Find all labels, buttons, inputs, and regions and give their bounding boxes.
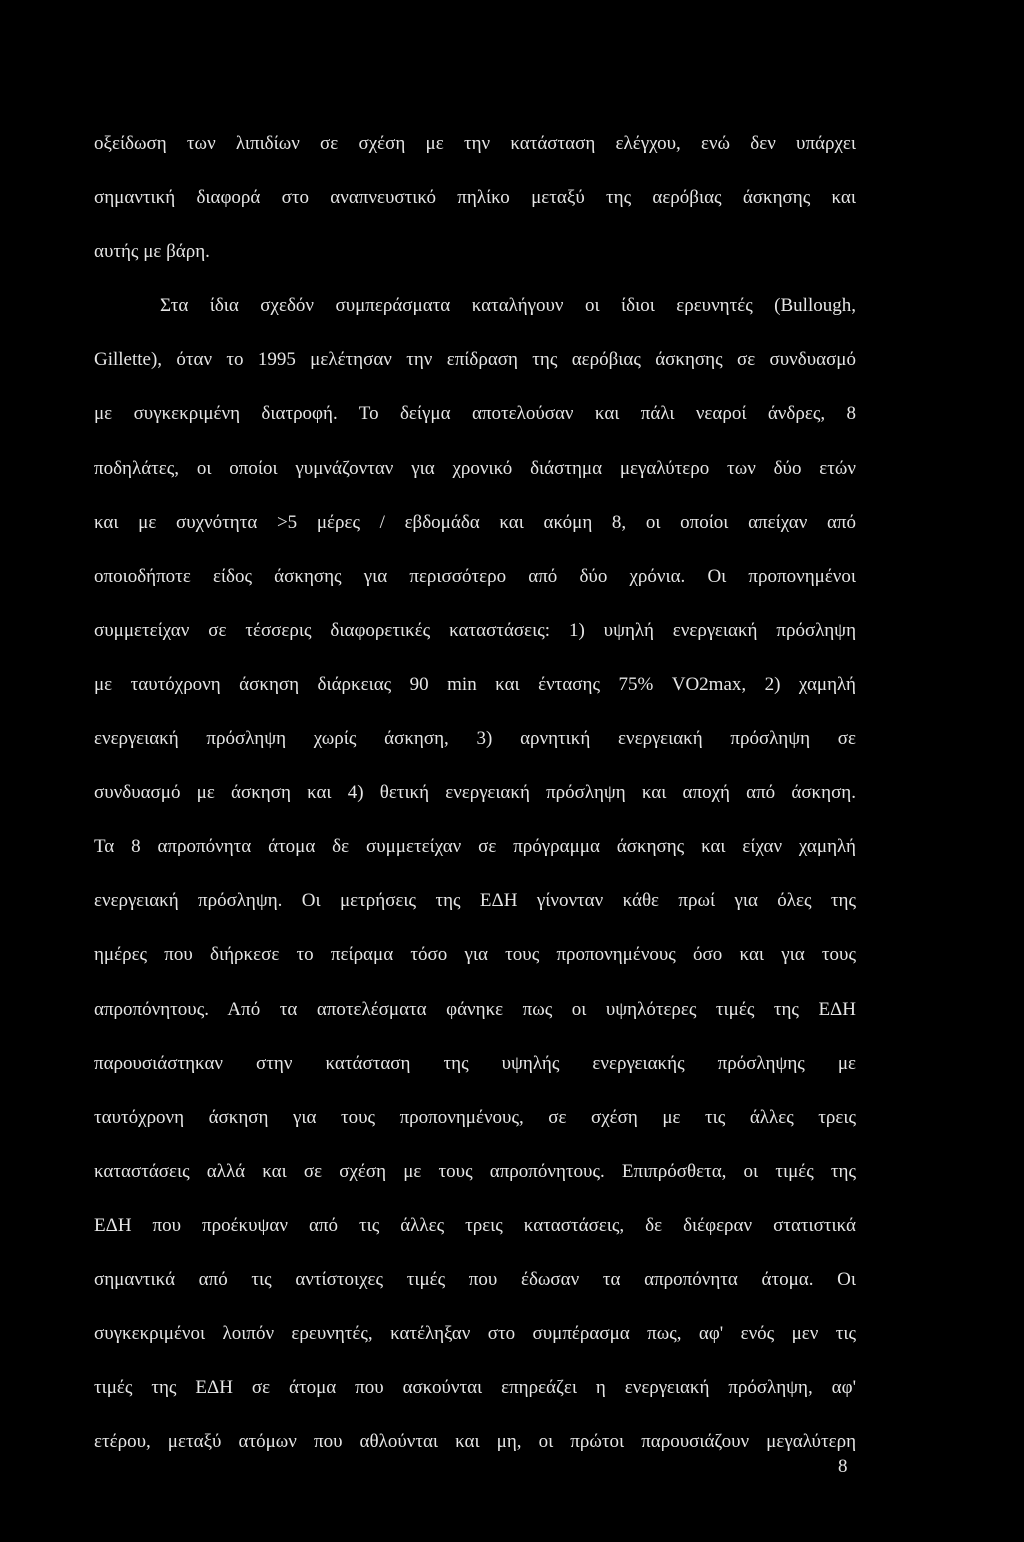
text-line: ΕΔΗ που προέκυψαν από τις άλλες τρεις καταστάσεις, δε διέφεραν στατιστικά xyxy=(94,1214,856,1236)
text-line: συμμετείχαν σε τέσσερις διαφορετικές καταστάσεις: 1) υψηλή ενεργειακή πρόσληψη xyxy=(94,619,856,641)
text-line: ενεργειακή πρόσληψη χωρίς άσκηση, 3) αρνητική ενεργειακή πρόσληψη σε xyxy=(94,728,856,750)
text-line: ετέρου, μεταξύ ατόμων που αθλούνται και μη, οι πρώτοι παρουσιάζουν μεγαλύτερη xyxy=(94,1431,856,1453)
text-line: οξείδωση των λιπιδίων σε σχέση με την κατάσταση ελέγχου, ενώ δεν υπάρχει xyxy=(94,133,856,154)
text-line: με ταυτόχρονη άσκηση διάρκειας 90 min και έντασης 75% VO2max, 2) χαμηλή xyxy=(94,673,856,695)
text-line: παρουσιάστηκαν στην κατάσταση της υψηλής ενεργειακής πρόσληψης με xyxy=(94,1052,856,1074)
text-line: σημαντικά από τις αντίστοιχες τιμές που έδωσαν τα απροπόνητα άτομα. Οι xyxy=(94,1268,856,1290)
text-line: καταστάσεις αλλά και σε σχέση με τους απροπόνητους. Επιπρόσθετα, οι τιμές της xyxy=(94,1160,856,1182)
text-line: συγκεκριμένοι λοιπόν ερευνητές, κατέληξαν στο συμπέρασμα πως, αφ' ενός μεν τις xyxy=(94,1323,856,1345)
text-line: οποιοδήποτε είδος άσκησης για περισσότερο από δύο χρόνια. Οι προπονημένοι xyxy=(94,565,856,587)
paragraph-2 xyxy=(94,286,856,1476)
text-line: ημέρες που διήρκεσε το πείραμα τόσο για τους προπονημένους όσο και για τους xyxy=(94,944,856,966)
body-text xyxy=(94,124,856,1476)
text-line: αυτής με βάρη. xyxy=(94,241,210,263)
text-line: Στα ίδια σχεδόν συμπεράσματα καταλήγουν οι ίδιοι ερευνητές (Bullough, xyxy=(160,295,856,317)
text-line: ταυτόχρονη άσκηση για τους προπονημένους, σε σχέση με τις άλλες τρεις xyxy=(94,1106,856,1128)
text-line: Gillette), όταν το 1995 μελέτησαν την επίδραση της αερόβιας άσκησης σε συνδυασμό xyxy=(94,349,856,371)
text-line: συνδυασμό με άσκηση και 4) θετική ενεργειακή πρόσληψη και αποχή από άσκηση. xyxy=(94,782,856,804)
text-line: Τα 8 απροπόνητα άτομα δε συμμετείχαν σε πρόγραμμα άσκησης και είχαν χαμηλή xyxy=(94,836,856,858)
text-line: ποδηλάτες, οι οποίοι γυμνάζονταν για χρονικό διάστημα μεγαλύτερο των δύο ετών xyxy=(94,457,856,479)
page-number: 8 xyxy=(838,1456,848,1477)
text-line: απροπόνητους. Από τα αποτελέσματα φάνηκε πως οι υψηλότερες τιμές της ΕΔΗ xyxy=(94,998,856,1020)
text-line: τιμές της ΕΔΗ σε άτομα που ασκούνται επηρεάζει η ενεργειακή πρόσληψη, αφ' xyxy=(94,1377,856,1399)
paragraph-1 xyxy=(94,124,856,286)
text-line: ενεργειακή πρόσληψη. Οι μετρήσεις της ΕΔΗ γίνονταν κάθε πρωί για όλες της xyxy=(94,890,856,912)
text-line: και με συχνότητα >5 μέρες / εβδομάδα και ακόμη 8, οι οποίοι απείχαν από xyxy=(94,511,856,533)
text-line: σημαντική διαφορά στο αναπνευστικό πηλίκο μεταξύ της αερόβιας άσκησης και xyxy=(94,187,856,209)
text-line: με συγκεκριμένη διατροφή. Το δείγμα αποτελούσαν και πάλι νεαροί άνδρες, 8 xyxy=(94,403,856,425)
